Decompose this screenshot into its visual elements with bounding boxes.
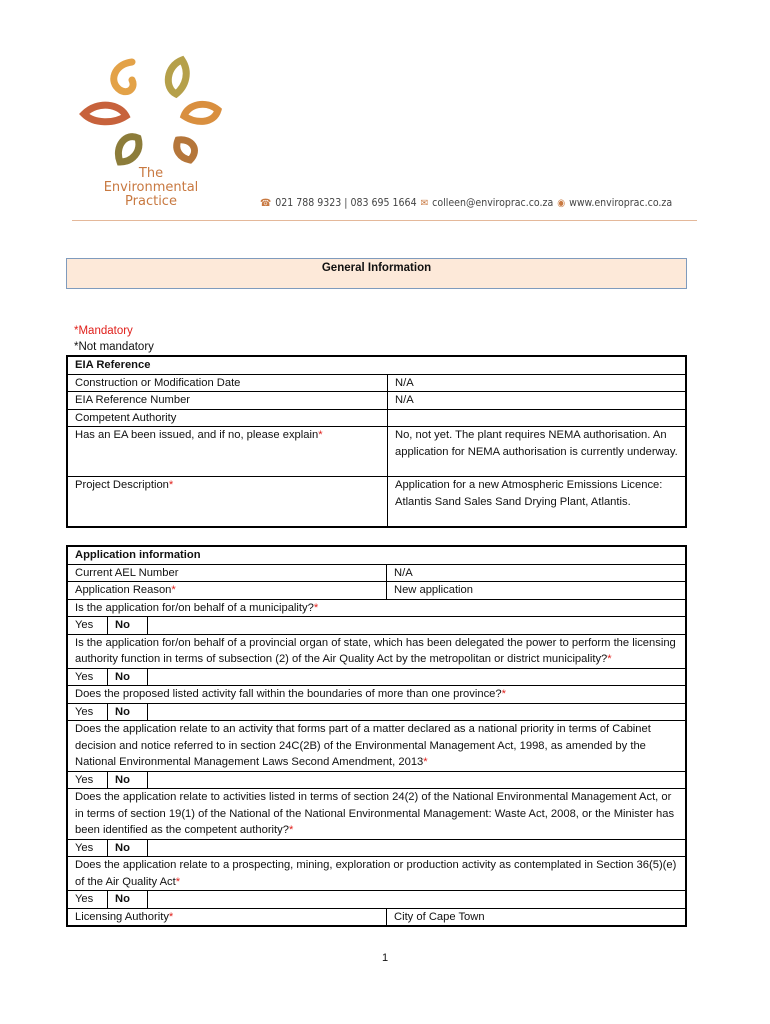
eia-value[interactable]: N/A (388, 392, 687, 410)
eia-label: Construction or Modification Date (67, 374, 388, 392)
yes-option[interactable]: Yes (67, 668, 108, 686)
yes-option[interactable]: Yes (67, 617, 108, 635)
yes-option[interactable]: Yes (67, 771, 108, 789)
logo-line-1: The (138, 166, 164, 181)
header-divider (72, 220, 697, 221)
eia-value[interactable]: N/A (388, 374, 687, 392)
logo-wordmark (96, 167, 206, 209)
table-row (67, 582, 686, 600)
logo-line-3: Practice (125, 194, 177, 209)
email-address: colleen@enviroprac.co.za (432, 197, 554, 209)
legend (74, 323, 154, 355)
question-text: Does the application relate to an activity that forms part of a matter declared as a national priority in terms of Cabinet decision and notice referred to in section 24C(2B) of the Environmental Management Act, 1998, as amended by the National Environmental Management Laws Second Amendment, 2013* (67, 721, 686, 772)
application-reason-value[interactable]: New application (387, 582, 687, 600)
page-number: 1 (381, 952, 389, 964)
current-ael-label: Current AEL Number (67, 564, 387, 582)
table-row (67, 392, 686, 410)
eia-value[interactable]: Application for a new Atmospheric Emissions Licence: Atlantis Sand Sales Sand Drying Plant, Atlantis. (388, 477, 687, 528)
blank-cell (148, 839, 687, 857)
yes-no-row (67, 771, 686, 789)
eia-value[interactable]: No, not yet. The plant requires NEMA authorisation. An application for NEMA authorisation is currently underway. (388, 427, 687, 477)
question-text: Is the application for/on behalf of a provincial organ of state, which has been delegated the power to perform the licensing authority function in terms of subsection (2) of the Air Quality Act by the metropolitan or district municipality?* (67, 634, 686, 668)
no-option[interactable]: No (108, 771, 148, 789)
globe-icon: ◉ (557, 197, 566, 209)
application-reason-label: Application Reason* (67, 582, 387, 600)
table-row (67, 908, 686, 926)
yes-no-row (67, 617, 686, 635)
website: www.enviroprac.co.za (569, 197, 673, 209)
blank-cell (148, 703, 687, 721)
yes-option[interactable]: Yes (67, 703, 108, 721)
contact-bar (260, 197, 700, 209)
phone-numbers: 021 788 9323 | 083 695 1664 (275, 197, 417, 209)
yes-option[interactable]: Yes (67, 891, 108, 909)
no-option[interactable]: No (108, 668, 148, 686)
table-row (67, 409, 686, 427)
table-row (67, 477, 686, 528)
email-icon: ✉ (420, 197, 429, 209)
no-option[interactable]: No (108, 703, 148, 721)
table-row (67, 427, 686, 477)
question-text: Does the application relate to activities listed in terms of section 24(2) of the National Environmental Management Act, or in terms of section 19(1) of the National of the National Environmental Management: Waste Act, 2008, or the Minister has been identified as the competent authority?* (67, 789, 686, 840)
yes-option[interactable]: Yes (67, 839, 108, 857)
yes-no-row (67, 703, 686, 721)
section-title: General Information (66, 258, 687, 289)
legend-mandatory: *Mandatory (74, 325, 133, 337)
eia-label: Project Description* (67, 477, 388, 528)
question-text: Does the application relate to a prospecting, mining, exploration or production activity as contemplated in Section 36(5)(e) of the Air Quality Act* (67, 857, 686, 891)
table-row (67, 564, 686, 582)
table-row (67, 374, 686, 392)
legend-not-mandatory: *Not mandatory (74, 341, 154, 353)
blank-cell (148, 891, 687, 909)
question-text: Does the proposed listed activity fall within the boundaries of more than one province?* (67, 686, 686, 704)
application-info-table (66, 545, 687, 927)
question-text: Is the application for/on behalf of a municipality?* (67, 599, 686, 617)
logo-line-2: Environmental (103, 180, 199, 195)
phone-icon: ☎ (260, 197, 272, 209)
eia-label: EIA Reference Number (67, 392, 388, 410)
application-heading: Application information (67, 546, 686, 564)
eia-heading: EIA Reference (67, 356, 686, 374)
licensing-authority-value[interactable]: City of Cape Town (387, 908, 687, 926)
eia-reference-table (66, 355, 687, 528)
no-option[interactable]: No (108, 839, 148, 857)
eia-label: Competent Authority (67, 409, 388, 427)
no-option[interactable]: No (108, 617, 148, 635)
eia-value[interactable] (388, 409, 687, 427)
licensing-authority-label: Licensing Authority* (67, 908, 387, 926)
current-ael-value[interactable]: N/A (387, 564, 687, 582)
blank-cell (148, 617, 687, 635)
blank-cell (148, 668, 687, 686)
no-option[interactable]: No (108, 891, 148, 909)
eia-label: Has an EA been issued, and if no, please explain* (67, 427, 388, 477)
blank-cell (148, 771, 687, 789)
yes-no-row (67, 668, 686, 686)
yes-no-row (67, 891, 686, 909)
yes-no-row (67, 839, 686, 857)
